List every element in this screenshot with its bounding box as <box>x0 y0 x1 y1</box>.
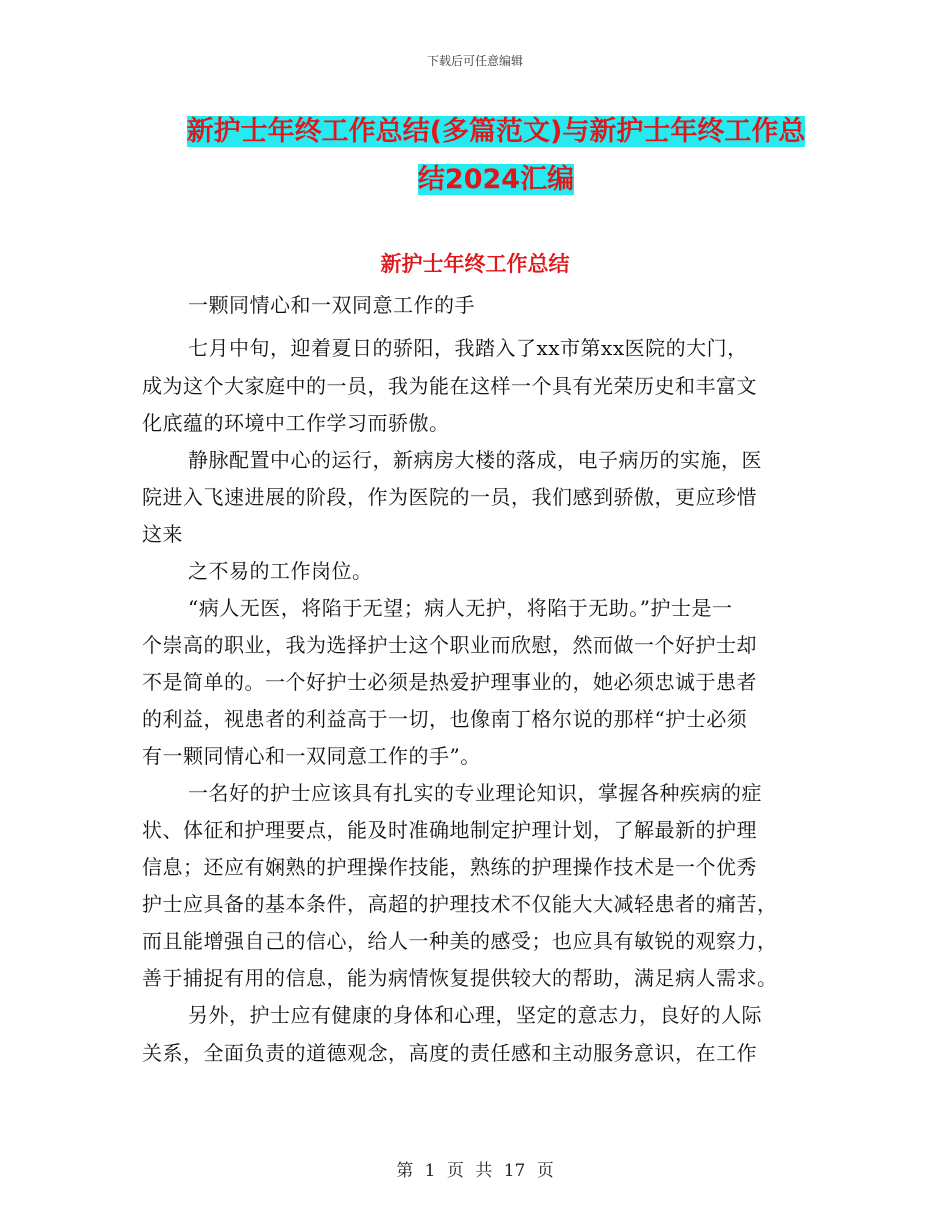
paragraph-line: 而且能增强自己的信心，给人一种美的感受；也应具有敏锐的观察力， <box>142 929 778 953</box>
paragraph-line: “病人无医，将陷于无望；病人无护，将陷于无助。”护士是一 <box>188 596 733 620</box>
document-title-line-2: 结2024汇编 <box>417 164 575 195</box>
paragraph-line: 这来 <box>142 522 183 546</box>
paragraph-line: 之不易的工作岗位。 <box>188 559 373 583</box>
document-title-line-1: 新护士年终工作总结(多篇范文)与新护士年终工作总 <box>186 116 806 147</box>
paragraph-line: 一颗同情心和一双同意工作的手 <box>188 293 475 317</box>
paragraph-line: 化底蕴的环境中工作学习而骄傲。 <box>142 411 450 435</box>
paragraph-line: 关系，全面负责的道德观念，高度的责任感和主动服务意识，在工作 <box>142 1041 757 1065</box>
page-number-footer: 第 1 页 共 17 页 <box>396 1161 554 1181</box>
paragraph-line: 信息；还应有娴熟的护理操作技能，熟练的护理操作技术是一个优秀 <box>142 855 757 879</box>
paragraph-line: 成为这个大家庭中的一员，我为能在这样一个具有光荣历史和丰富文 <box>142 374 757 398</box>
paragraph-line: 护士应具备的基本条件，高超的护理技术不仅能大大减轻患者的痛苦， <box>142 892 778 916</box>
paragraph-line: 个崇高的职业，我为选择护士这个职业而欣慰，然而做一个好护士却 <box>142 633 757 657</box>
paragraph-line: 善于捕捉有用的信息，能为病情恢复提供较大的帮助，满足病人需求。 <box>142 966 778 990</box>
paragraph-line: 状、体征和护理要点，能及时准确地制定护理计划，了解最新的护理 <box>142 818 757 842</box>
document-title <box>140 108 852 204</box>
paragraph-line: 另外，护士应有健康的身体和心理，坚定的意志力，良好的人际 <box>188 1003 762 1027</box>
paragraph-line: 的利益，视患者的利益高于一切，也像南丁格尔说的那样“护士必须 <box>142 707 748 731</box>
section-heading: 新护士年终工作总结 <box>380 252 570 276</box>
paragraph-line: 院进入飞速进展的阶段，作为医院的一员，我们感到骄傲，更应珍惜 <box>142 485 757 509</box>
page-header-note: 下载后可任意编辑 <box>426 54 523 68</box>
paragraph-line: 七月中旬，迎着夏日的骄阳，我踏入了xx市第xx医院的大门， <box>188 336 748 360</box>
paragraph-line: 一名好的护士应该具有扎实的专业理论知识，掌握各种疾病的症 <box>188 781 762 805</box>
paragraph-line: 有一颗同情心和一双同意工作的手”。 <box>142 744 481 768</box>
paragraph-line: 静脉配置中心的运行，新病房大楼的落成，电子病历的实施，医 <box>188 448 762 472</box>
paragraph-line: 不是简单的。一个好护士必须是热爱护理事业的，她必须忠诚于患者 <box>142 670 757 694</box>
